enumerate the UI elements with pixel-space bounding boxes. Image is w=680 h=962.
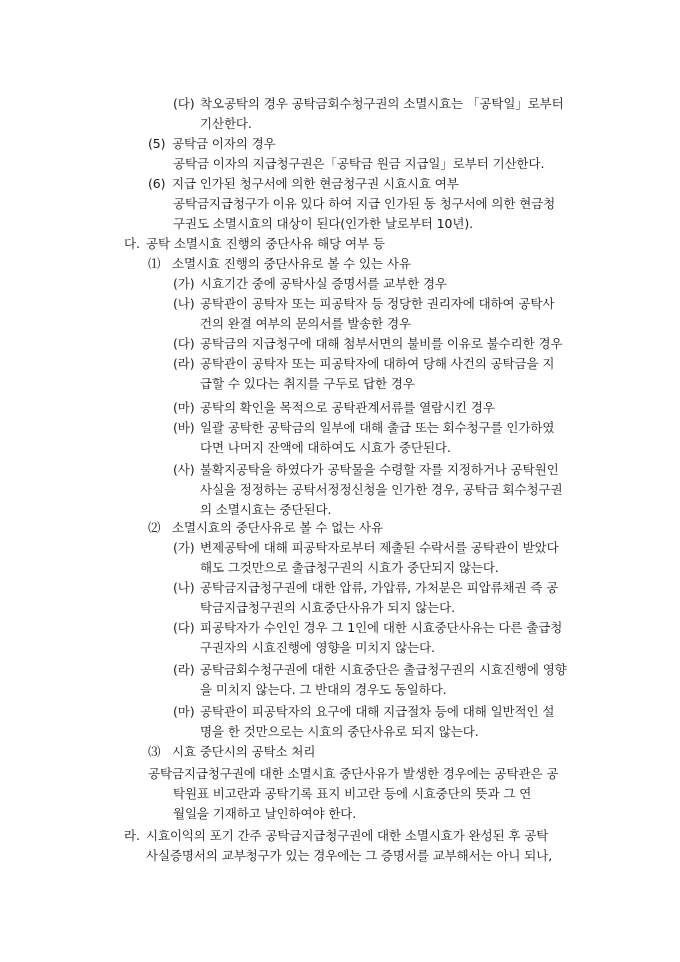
line-text: 시효이익의 포기 간주 공탁금지급청구권에 대한 소멸시효가 완성된 후 공탁 xyxy=(146,828,549,843)
text-line-s2-da-1 xyxy=(173,620,562,636)
line-text: 의 소멸시효는 중단된다. xyxy=(200,502,332,517)
line-text: 일괄 공탁한 공탁금의 일부에 대해 출급 또는 회수청구를 인가하였 xyxy=(200,420,555,435)
list-marker: ⑴ xyxy=(148,256,161,271)
list-marker: (다) xyxy=(173,336,195,351)
line-text: 탁금지급청구권의 시효중단사유가 되지 않는다. xyxy=(200,600,455,615)
text-line-sec-ra-2 xyxy=(146,848,552,864)
list-marker: (5) xyxy=(148,136,166,151)
text-line-sub-1 xyxy=(148,256,411,272)
line-text: 공탁금 이자의 지급청구권은「공탁금 원금 지급일」로부터 기산한다. xyxy=(173,156,545,171)
text-line-s1-ma xyxy=(173,400,495,416)
text-line-s2-da-2 xyxy=(200,640,435,656)
line-text: 기산한다. xyxy=(200,116,252,131)
line-text: 공탁금지급청구권에 대한 압류, 가압류, 가처분은 피압류채권 즉 공 xyxy=(200,580,559,595)
line-text: 건의 완결 여부의 문의서를 발송한 경우 xyxy=(200,316,411,331)
line-text: 지급 인가된 청구서에 의한 현금청구권 시효시효 여부 xyxy=(172,176,459,191)
line-text: 탁원표 비고란과 공탁기록 표지 비고란 등에 시효중단의 뜻과 그 연 xyxy=(173,786,532,801)
line-text: 공탁금지급청구가 이유 있다 하여 지급 인가된 동 청구서에 의한 현금청 xyxy=(173,196,556,211)
list-marker: (바) xyxy=(173,420,195,435)
list-marker: (다) xyxy=(173,96,195,111)
text-line-s1-ba-2 xyxy=(200,440,451,456)
text-line-sub-2 xyxy=(148,520,383,536)
text-line-s1-da xyxy=(173,336,562,352)
text-line-s2-ga-1 xyxy=(173,540,559,556)
text-line-sub-3-body-1 xyxy=(148,766,558,782)
list-marker: (가) xyxy=(173,540,195,555)
line-text: 사실을 정정하는 공탁서정정신청을 인가한 경우, 공탁금 회수청구권 xyxy=(200,482,563,497)
text-line-s1-ga xyxy=(173,276,447,292)
list-marker: (마) xyxy=(173,704,195,719)
text-line-s1-na-2 xyxy=(200,316,411,332)
line-text: 구권자의 시효진행에 영향을 미치지 않는다. xyxy=(200,640,435,655)
list-marker: ⑶ xyxy=(148,744,161,759)
text-line-sub-3-body-2 xyxy=(173,786,531,802)
text-line-s1-sa-3 xyxy=(200,502,331,518)
line-text: 불확지공탁을 하였다가 공탁물을 수령할 자를 지정하거나 공탁원인 xyxy=(200,462,559,477)
line-text: 착오공탁의 경우 공탁금회수청구권의 소멸시효는 「공탁일」로부터 xyxy=(200,96,564,111)
list-marker: (라) xyxy=(173,662,195,677)
line-text: 공탁금 이자의 경우 xyxy=(172,136,276,151)
text-line-item-5-body xyxy=(173,156,544,172)
text-line-s2-na-2 xyxy=(200,600,455,616)
text-line-s1-sa-1 xyxy=(173,462,559,478)
line-text: 월일을 기재하고 날인하여야 한다. xyxy=(173,806,357,821)
line-text: 공탁관이 공탁자 또는 피공탁자에 대하여 당해 사건의 공탁금을 지 xyxy=(200,356,555,371)
line-text: 공탁금의 지급청구에 대해 첨부서면의 불비를 이유로 불수리한 경우 xyxy=(200,336,563,351)
text-line-s1-sa-2 xyxy=(200,482,562,498)
list-marker: (가) xyxy=(173,276,195,291)
text-line-item-5 xyxy=(148,136,276,152)
text-line-s2-ma-2 xyxy=(200,724,479,740)
text-line-item-6-body-1 xyxy=(173,196,555,212)
text-line-da-1-cont xyxy=(200,116,252,132)
text-line-s2-ga-2 xyxy=(200,560,499,576)
text-line-s2-ra-1 xyxy=(173,662,567,678)
line-text: 공탁관이 공탁자 또는 피공탁자 등 정당한 권리자에 대하여 공탁사 xyxy=(200,296,555,311)
text-line-sub-3 xyxy=(148,744,315,760)
list-marker: (라) xyxy=(173,356,195,371)
text-line-item-6-body-2 xyxy=(173,216,473,232)
line-text: 시효기간 중에 공탁사실 증명서를 교부한 경우 xyxy=(200,276,447,291)
line-text: 시효 중단시의 공탁소 처리 xyxy=(172,744,316,759)
text-line-sec-da xyxy=(124,236,385,252)
text-line-item-6 xyxy=(148,176,459,192)
line-text: 해도 그것만으로 출급청구권의 시효가 중단되지 않는다. xyxy=(200,560,499,575)
line-text: 소멸시효의 중단사유로 볼 수 없는 사유 xyxy=(172,520,383,535)
line-text: 명을 한 것만으로는 시효의 중단사유로 되지 않는다. xyxy=(200,724,479,739)
line-text: 사실증명서의 교부청구가 있는 경우에는 그 증명서를 교부해서는 아니 되나, xyxy=(146,848,553,863)
list-marker: (나) xyxy=(173,296,195,311)
list-marker: 다. xyxy=(124,236,140,251)
line-text: 공탁 소멸시효 진행의 중단사유 해당 여부 등 xyxy=(146,236,385,251)
text-line-sec-ra-1 xyxy=(124,828,548,844)
list-marker: (마) xyxy=(173,400,195,415)
text-line-s2-na-1 xyxy=(173,580,558,596)
list-marker: (나) xyxy=(173,580,195,595)
text-line-s2-ma-1 xyxy=(173,704,554,720)
line-text: 을 미치지 않는다. 그 반대의 경우도 동일하다. xyxy=(200,682,447,697)
text-line-sub-3-body-3 xyxy=(173,806,356,822)
line-text: 소멸시효 진행의 중단사유로 볼 수 있는 사유 xyxy=(172,256,411,271)
text-line-s2-ra-2 xyxy=(200,682,447,698)
list-marker: (다) xyxy=(173,620,195,635)
line-text: 공탁의 확인을 목적으로 공탁관계서류를 열람시킨 경우 xyxy=(200,400,495,415)
line-text: 공탁금지급청구권에 대한 소멸시효 중단사유가 발생한 경우에는 공탁관은 공 xyxy=(148,766,559,781)
text-line-s1-na-1 xyxy=(173,296,554,312)
line-text: 변제공탁에 대해 피공탁자로부터 제출된 수락서를 공탁관이 받았다 xyxy=(200,540,559,555)
text-line-s1-ba-1 xyxy=(173,420,554,436)
list-marker: (사) xyxy=(173,462,195,477)
text-line-s1-ra-1 xyxy=(173,356,554,372)
list-marker: (6) xyxy=(148,176,166,191)
line-text: 구권도 소멸시효의 대상이 된다(인가한 날로부터 10년). xyxy=(173,216,473,231)
line-text: 공탁관이 피공탁자의 요구에 대해 지급절차 등에 대해 일반적인 설 xyxy=(200,704,555,719)
list-marker: 라. xyxy=(124,828,140,843)
line-text: 공탁금회수청구권에 대한 시효중단은 출급청구권의 시효진행에 영향 xyxy=(200,662,567,677)
line-text: 다면 나머지 잔액에 대하여도 시효가 중단된다. xyxy=(200,440,451,455)
text-line-da-1 xyxy=(173,96,564,112)
text-line-s1-ra-2 xyxy=(200,376,415,392)
line-text: 피공탁자가 수인인 경우 그 1인에 대한 시효중단사유는 다른 출급청 xyxy=(200,620,563,635)
list-marker: ⑵ xyxy=(148,520,161,535)
line-text: 급할 수 있다는 취지를 구두로 답한 경우 xyxy=(200,376,415,391)
